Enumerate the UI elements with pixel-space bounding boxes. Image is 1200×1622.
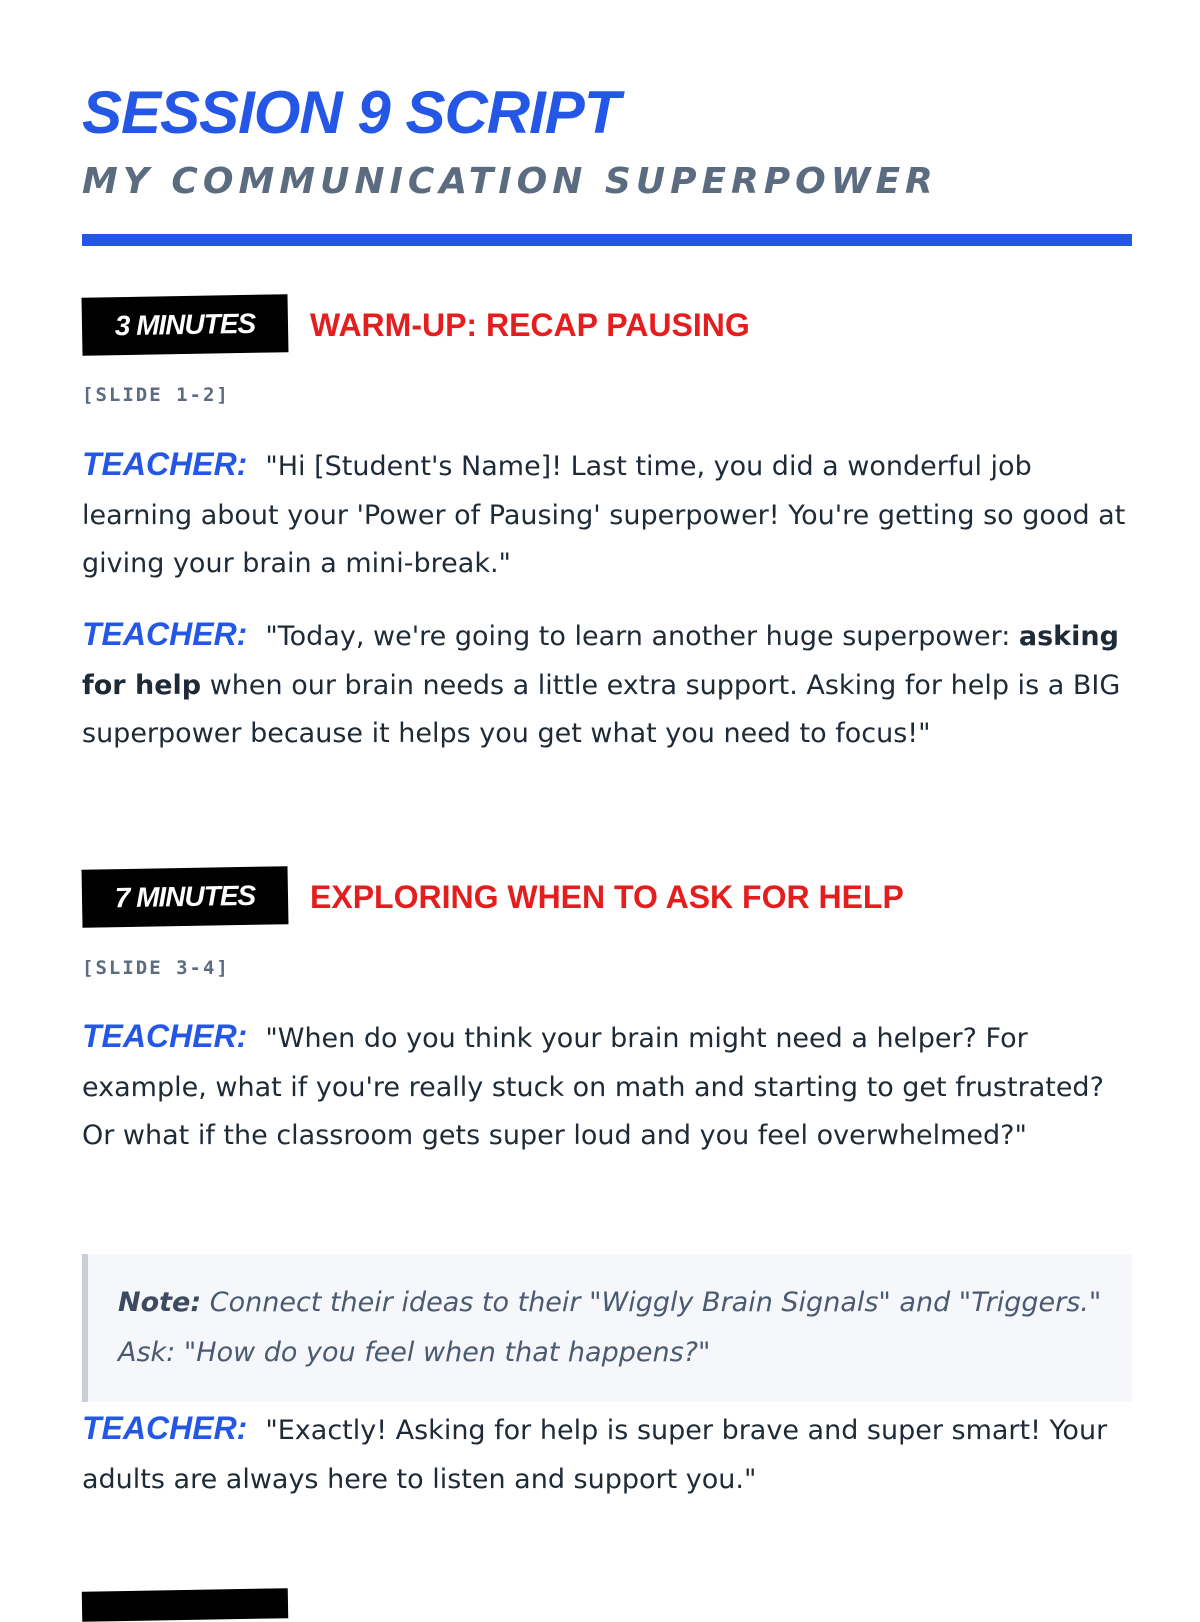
page-subtitle: MY COMMUNICATION SUPERPOWER: [82, 161, 938, 202]
teacher-line: [82, 1404, 1132, 1504]
speaker-label: TEACHER:: [82, 616, 248, 652]
note-label: Note:: [118, 1287, 202, 1318]
teacher-line-text: "Today, we're going to learn another huge superpower:: [265, 621, 1019, 652]
slide-reference: [SLIDE 3-4]: [82, 957, 230, 979]
section-header-exploring: [82, 866, 904, 928]
note-text: [118, 1278, 1132, 1378]
slide-reference: [SLIDE 1-2]: [82, 384, 230, 406]
speaker-label: TEACHER:: [82, 1018, 248, 1054]
time-badge: 3 MINUTES: [82, 294, 289, 356]
teacher-line-text: "Hi [Student's Name]! Last time, you did a wonderful job learning about your 'Power of Pausing' superpower! You're getting so good at giving your brain a mini-break.": [82, 451, 1126, 579]
teacher-line: [82, 1012, 1132, 1161]
teacher-note: [82, 1254, 1132, 1402]
note-body: Connect their ideas to their "Wiggly Brain Signals" and "Triggers." Ask: "How do you feel when that happens?": [118, 1287, 1102, 1368]
speaker-label: TEACHER:: [82, 1410, 248, 1446]
page-title: SESSION 9 SCRIPT: [82, 79, 620, 146]
next-section-badge: [82, 1588, 288, 1622]
section-title: EXPLORING WHEN TO ASK FOR HELP: [310, 878, 904, 915]
section-title: WARM-UP: RECAP PAUSING: [310, 306, 750, 343]
teacher-line: [82, 610, 1132, 759]
speaker-label: TEACHER:: [82, 446, 248, 482]
emphasis-text: asking for help: [82, 621, 1119, 701]
teacher-line: [82, 440, 1132, 589]
teacher-line-text: when our brain needs a little extra support. Asking for help is a BIG superpower because it helps you get what you need to focus!": [82, 669, 1121, 749]
teacher-line-text: "Exactly! Asking for help is super brave and super smart! Your adults are always here to listen and support you.": [82, 1415, 1108, 1495]
teacher-line-text: "When do you think your brain might need a helper? For example, what if you're really stuck on math and starting to get frustrated? Or what if the classroom gets super loud and you feel overwhelmed?": [82, 1023, 1104, 1151]
section-header-warm-up: [82, 294, 750, 356]
title-divider: [82, 234, 1132, 246]
time-badge: 7 MINUTES: [82, 866, 289, 928]
